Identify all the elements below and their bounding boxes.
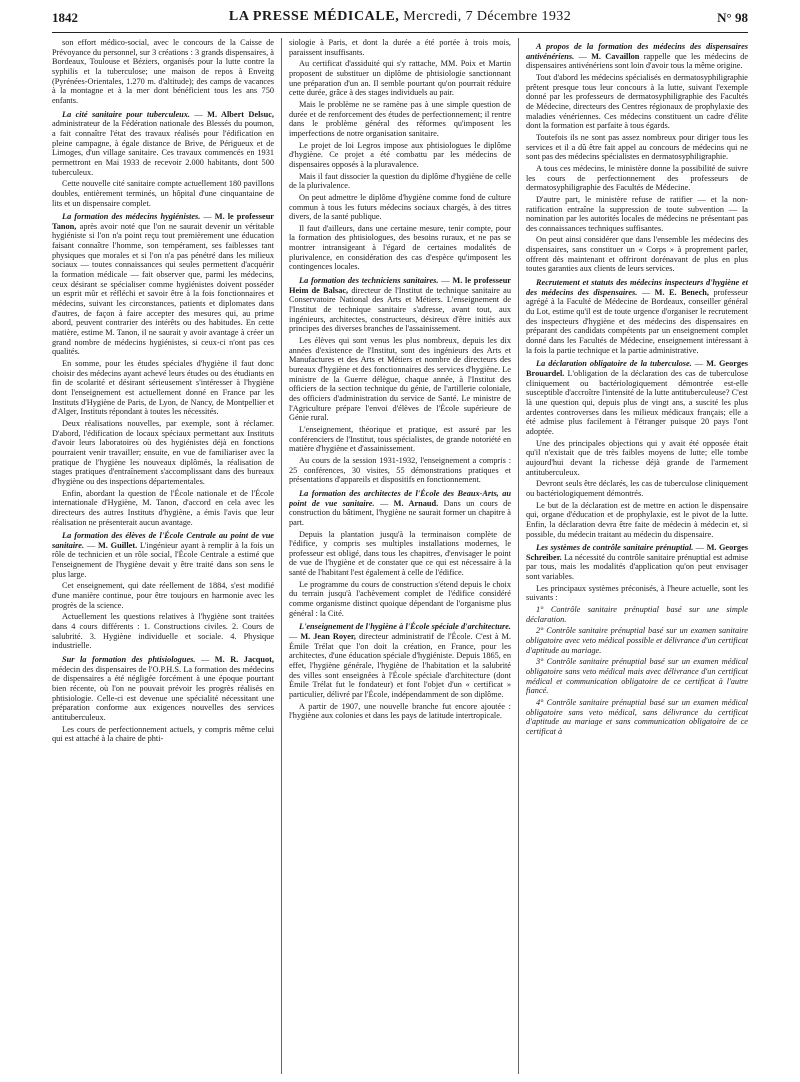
- body-paragraph: Au cours de la session 1931-1932, l'enseignement a compris : 25 conférences, 30 visites, 55 démonstrations pratiques et présentations d'appareils et dispositifs en fonctionnement.: [289, 455, 511, 485]
- section-paragraph: La cité sanitaire pour tuberculeux. — M. Albert Delsuc, administrateur de la Fédération nationale des Blessés du poumon, a fait connaître l'état des travaux réalisés pour l'édification en pleine campagne, à égale distance de Brive, de Périgueux et de Limoges, d'un village sanitaire. Ces travaux commencés en 1931 permettront en Mai 1933 de recevoir 2.000 habitants, dont 500 tuberculeux.: [52, 109, 274, 177]
- body-paragraph: En somme, pour les études spéciales d'hygiène il faut donc choisir des médecins ayant achevé leurs études ou des étudiants en fin de scolarité et désirant sérieusement s'intéresser à l'hygiène dont l'enseignement est actuellement donné en France par les Instituts d'Hygiène de Paris, de Lyon, de Nancy, de Montpellier et d'Alger, Instituts répondant à toutes les nécessités.: [52, 359, 274, 417]
- section-author: M. Arnaud.: [393, 498, 439, 508]
- section-author: M. Cavaillon: [591, 51, 640, 61]
- body-paragraph: Cette nouvelle cité sanitaire compte actuellement 180 pavillons doubles, entièrement terminés, un hôpital d'une cinquantaine de lits et un dispensaire complet.: [52, 179, 274, 208]
- section-body: L'ingénieur ayant à remplir à la fois un rôle de technicien et un rôle social, l'École Centrale a estimé que l'enseignement de l'hygiène devait y être traité dans son sens le plus large.: [52, 540, 274, 579]
- body-paragraph: Enfin, abordant la question de l'École nationale et de l'École internationale d'Hygiène, M. Tanon, d'accord en cela avec les directeurs des autres Instituts d'hygiène, a émis l'avis que leur réalisation ne présenterait aucun avantage.: [52, 488, 274, 527]
- body-paragraph: Le projet de loi Legros impose aux phtisiologues le diplôme d'hygiène. Ce projet a été combattu par les médecins de dispensaires opposés à la pluravalence.: [289, 140, 511, 169]
- section-author: M. Albert Delsuc,: [207, 109, 274, 119]
- body-paragraph: A partir de 1907, une nouvelle branche fut encore ajoutée : l'hygiène aux colonies et dans les pays de latitude intertropicale.: [289, 701, 511, 721]
- section-body: L'obligation de la déclaration des cas de tuberculose cliniquement ou bactériologiquement démontrée est-elle susceptible d'accroître l'intensité de la lutte antituberculeuse? C'est là une question qui, depuis plus de vingt ans, a suscité les plus ardentes controverses dans les milieux médicaux français; elle a été admise plus facilement à l'étranger puisque 20 pays l'ont adoptée.: [526, 369, 748, 436]
- column-divider: [518, 38, 519, 1074]
- issue-number: N° 98: [717, 10, 748, 25]
- section-body: La nécessité du contrôle sanitaire prénuptial est admise par tous, mais les modalités d'application qu'on peut envisager sont variables.: [526, 552, 748, 582]
- section-paragraph: Les systèmes de contrôle sanitaire prénuptial. — M. Georges Schreiber. La nécessité du contrôle sanitaire prénuptial est admise par tous, mais les modalités d'application qu'on peut envisager sont variables.: [526, 543, 748, 582]
- body-paragraph: A tous ces médecins, le ministère donne la possibilité de suivre les cours de perfectionnement des professeurs de dermatosyphiligraphie des Facultés de Médecine.: [526, 163, 748, 193]
- body-paragraph: Deux réalisations nouvelles, par exemple, sont à réclamer. D'abord, l'édification de locaux spéciaux permettant aux Instituts d'avoir leurs laboratoires où des hygiénistes déjà en fonctions pourraient venir travailler; ensuite, en vue de familiariser avec la pratique de l'hygiène les nouveaux diplômés, la réalisation de stages pratiques d'entraînement s'accomplissant dans des bureaux d'hygiène ou des inspections départementales.: [52, 418, 274, 486]
- body-paragraph: Les cours de perfectionnement actuels, y compris même celui qui est attaché à la chaire de phti-: [52, 724, 274, 744]
- page-number: 1842: [52, 10, 78, 25]
- body-paragraph: L'enseignement, théorique et pratique, est assuré par les conférenciers de l'Institut, tous spécialistes, de grande notoriété en matière d'hygiène et d'assainissement.: [289, 424, 511, 454]
- section-body: médecin des dispensaires de l'O.P.H.S. La formation des médecins de dispensaires a été négligée forcément à une époque pourtant bien récente, où l'on ne pouvait prévoir les progrès réalisés en phtisiologie. Celle-ci est devenue une spécialité nécessitant une préparation conforme aux exigences nouvelles des services antituberculeux.: [52, 664, 274, 722]
- section-title: Sur la formation des phtisiologues.: [62, 655, 196, 665]
- body-paragraph: D'autre part, le ministère refuse de ratifier — et la non-ratification entraîne la suppression de toute subvention — la nomination par les autorités locales de médecins ne présentant pas des connaissances techniques suffisantes.: [526, 194, 748, 233]
- body-paragraph: Une des principales objections qui y avait été opposée était qu'il n'existait que de très faibles moyens de lutte; elle tombe aujourd'hui devant la richesse déjà grande de l'armement antituberculeux.: [526, 438, 748, 477]
- column-1: [52, 38, 274, 1074]
- section-body: rappelle que les médecins de dispensaires antivénériens sont loin d'avoir tous la même origine.: [526, 51, 748, 71]
- section-title: La déclaration obligatoire de la tuberculose.: [536, 359, 692, 369]
- section-title: Les systèmes de contrôle sanitaire prénuptial.: [536, 543, 694, 553]
- body-paragraph: son effort médico-social, avec le concours de la Caisse de Prévoyance du personnel, sur 3 créations : 3 grands dispensaires, à Bordeaux, Toulouse et Béziers, organisés pour la lutte contre la syphilis et la tuberculose; une maison de repos à Enveitg (Pyrénées-Orientales, 1.270 m. d'altitude); des camps de vacances à la montagne et à la mer dont bénéficient tous les ans 750 enfants.: [52, 38, 274, 105]
- section-author: M. Georges Schreiber.: [526, 543, 748, 562]
- body-paragraph: Le but de la déclaration est de mettre en action le dispensaire qui, organe d'éducation et de prophylaxie, est le pivot de la lutte. Enfin, la déclaration devra être faite de médecin à médecin et, si possible, du médecin traitant au médecin du dispensaire.: [526, 500, 748, 539]
- body-paragraph: Le programme du cours de construction s'étend depuis le choix du terrain jusqu'à l'achèvement complet de l'édifice considéré comme organisme distinct quoique dépendant de l'organisme plus général : la Cité.: [289, 579, 511, 618]
- section-author: M. Jean Royer,: [300, 632, 356, 642]
- section-paragraph: Sur la formation des phtisiologues. — M. R. Jacquot, médecin des dispensaires de l'O.P.H.S. La formation des médecins de dispensaires a été négligée forcément à une époque pourtant bien récente, où l'on ne pouvait prévoir les progrès réalisés en phtisiologie. Celle-ci est devenue une spécialité nécessitant une préparation conforme aux exigences nouvelles des services antituberculeux.: [52, 655, 274, 722]
- body-paragraph: On peut ainsi considérer que dans l'ensemble les médecins des dispensaires, sans constituer un « Corps » à proprement parler, offrent dès maintenant et offriront dorénavant de plus en plus toutes garanties aux clients de leurs services.: [526, 235, 748, 274]
- section-paragraph: A propos de la formation des médecins des dispensaires antivénériens. — M. Cavaillon rappelle que les médecins de dispensaires antivénériens sont loin d'avoir tous la même origine.: [526, 42, 748, 71]
- column-divider: [281, 38, 282, 1074]
- section-paragraph: La déclaration obligatoire de la tuberculose. — M. Georges Brouardel. L'obligation de la déclaration des cas de tuberculose cliniquement ou bactériologiquement démontrée est-elle susceptible d'accroître l'intensité de la lutte antituberculeuse? C'est là une question qui, depuis plus de vingt ans, a suscité les plus ardentes controverses dans les milieux médicaux français; elle a été admise plus facilement à l'étranger puisque 20 pays l'ont adoptée.: [526, 359, 748, 436]
- body-paragraph: Mais il faut dissocier la question du diplôme d'hygiène de celle de la plurivalence.: [289, 171, 511, 191]
- section-author: M. le professeur Tanon,: [52, 212, 274, 231]
- section-title: La cité sanitaire pour tuberculeux.: [62, 109, 191, 119]
- section-author: M. E. Benech,: [654, 287, 709, 297]
- section-title: La formation des élèves de l'École Centrale au point de vue sanitaire.: [52, 531, 274, 550]
- section-paragraph: La formation des médecins hygiénistes. — M. le professeur Tanon, après avoir noté que l'on ne saurait devenir un véritable hygiéniste si l'on n'a point reçu tout premièrement une éducation faisant connaître l'homme, son tempérament, ses faiblesses tant physiques que morales et si l'on n'a pas pénétré dans les milieux sociaux — toutes connaissances qui seules permettent d'acquérir la formation médicale — fait observer que, parmi les médecins, ceux désirant se spécialiser comme hygiénistes doivent posséder un esprit mûr et réfléchi et savoir être à la fois fonctionnaires et médecins, suivant les circonstances, patients et diplomates dans d'autres, de façon à faire accepter des mesures qui, au prime abord, peuvent contrarier des intérêts ou des habitudes. En cette matière, estime M. Tanon, il ne saurait y avoir avantage à créer un grand nombre de médecins hygiénistes, si ceux-ci n'ont pas ces qualités.: [52, 212, 274, 357]
- body-paragraph: Toutefois ils ne sont pas assez nombreux pour diriger tous les services et il a dû être fait appel au concours de médecins qui ne sont pas des médecins spécialistes en dermatosyphiligraphie.: [526, 132, 748, 162]
- section-paragraph: La formation des architectes de l'École des Beaux-Arts, au point de vue sanitaire. — M. Arnaud. Dans un cours de construction du bâtiment, l'hygiène ne saurait former un chapitre à part.: [289, 488, 511, 527]
- column-2: [289, 38, 511, 1074]
- body-paragraph: Au certificat d'assiduité qui s'y rattache, MM. Poix et Martin proposent de substituer un diplôme de phtisiologie sanctionnant une préparation d'un an. Il semble pourtant qu'on pourrait réduire cette durée, grâce à des stages individuels au pair.: [289, 59, 511, 98]
- section-author: M. le professeur Heim de Balsac,: [289, 276, 511, 295]
- column-3: [526, 38, 748, 1074]
- section-paragraph: L'enseignement de l'hygiène à l'École spéciale d'architecture. — M. Jean Royer, directeur administratif de l'École. C'est à M. Émile Trélat que l'on doit la création, en France, pour les architectes, d'une éducation spéciale d'hygiéniste. Depuis 1865, en effet, l'hygiène générale, l'hygiène de l'habitation et la salubrité des villes sont enseignées à l'École spéciale d'architecture (dont Émile Trélat fut le fondateur) et font l'objet d'un « certificat » particulier, délivré par l'École, indépendamment de son diplôme.: [289, 622, 511, 699]
- list-item: 2° Contrôle sanitaire prénuptial basé sur un examen sanitaire obligatoire avec veto médical possible et délivrance d'un certificat d'aptitude au mariage.: [526, 626, 748, 655]
- body-paragraph: Les élèves qui sont venus les plus nombreux, depuis les dix années d'existence de l'Institut, sont des ingénieurs des Arts et Manufactures et des Arts et Métiers et nombre de directeurs des bureaux d'hygiène et des fonctionnaires des services d'hygiène. Le ministre de la Guerre délègue, chaque année, à l'Institut des officiers de la section technique du génie, de l'artillerie coloniale, des officiers d'administration du service de Santé. Le ministre de l'Agriculture prépare l'envoi d'élèves de l'École supérieure de Génie rural.: [289, 336, 511, 423]
- masthead: [52, 9, 748, 25]
- body-paragraph: Les principaux systèmes préconisés, à l'heure actuelle, sont les suivants :: [526, 583, 748, 603]
- body-paragraph: Devront seuls être déclarés, les cas de tuberculose cliniquement ou bactériologiquement démontrés.: [526, 479, 748, 498]
- section-body: directeur administratif de l'École. C'est à M. Émile Trélat que l'on doit la création, en France, pour les architectes, d'une éducation spéciale d'hygiéniste. Depuis 1865, en effet, l'hygiène générale, l'hygiène de l'habitation et la salubrité des villes sont enseignées à l'École spéciale d'architecture (dont Émile Trélat fut le fondateur) et font l'objet d'un « certificat » particulier, délivré par l'École, indépendamment de son diplôme.: [289, 632, 511, 699]
- section-paragraph: La formation des élèves de l'École Centrale au point de vue sanitaire. — M. Guillet. L'ingénieur ayant à remplir à la fois un rôle de technicien et un rôle social, l'École Centrale a estimé que l'enseignement de l'hygiène devait y être traité dans son sens le plus large.: [52, 531, 274, 579]
- section-author: M. Guillet.: [97, 540, 138, 550]
- section-author: M. R. Jacquot,: [214, 655, 274, 665]
- section-body: directeur de l'Institut de technique sanitaire au Conservatoire National des Arts et Métiers. L'enseignement de l'Institut de technique sanitaire s'adresse, avant tout, aux ingénieurs, architectes, constructeurs, désireux d'être initiés aux principes des diverses branches de l'assainissement.: [289, 285, 511, 334]
- section-title: L'enseignement de l'hygiène à l'École spéciale d'architecture.: [299, 622, 511, 632]
- page-header: [52, 8, 748, 33]
- section-title: La formation des techniciens sanitaires.: [299, 276, 439, 286]
- section-title: A propos de la formation des médecins des dispensaires antivénériens.: [526, 42, 748, 61]
- body-paragraph: Cet enseignement, qui date réellement de 1884, s'est modifié d'une manière continue, pour être toujours en harmonie avec les progrès de la science.: [52, 581, 274, 610]
- section-body: administrateur de la Fédération nationale des Blessés du poumon, a fait connaître l'état des travaux réalisés pour l'édification en pleine campagne, à égale distance de Brive, de Périgueux et de Limoges, d'un village sanitaire. Ces travaux commencés en 1931 permettront en Mai 1933 de recevoir 2.000 habitants, dont 500 tuberculeux.: [52, 119, 274, 177]
- body-paragraph: Tout d'abord les médecins spécialisés en dermatosyphiligraphie prêtent presque tous leur concours à la lutte, suivant l'exemple donné par les professeurs de dermatosyphiligraphie des Facultés de Médecine, directeurs des Centres régionaux de prophylaxie des maladies vénériennes. Ces médecins constituent un cadre d'élite dont la formation est parfaite à tous égards.: [526, 72, 748, 131]
- section-title: La formation des architectes de l'École des Beaux-Arts, au point de vue sanitaire.: [289, 488, 511, 508]
- section-author: M. Georges Brouardel.: [526, 359, 748, 378]
- body-paragraph: Actuellement les questions relatives à l'hygiène sont traitées dans 4 cours différents : 1. Constructions civiles. 2. Cours de salubrité. 3. Hygiène individuelle et sociale. 4. Physique industrielle.: [52, 612, 274, 651]
- section-body: après avoir noté que l'on ne saurait devenir un véritable hygiéniste si l'on n'a point reçu tout premièrement une éducation faisant connaître l'homme, son tempérament, ses faiblesses tant physiques que morales et si l'on n'a pas pénétré dans les milieux sociaux — toutes connaissances qui seules permettent d'acquérir la formation médicale — fait observer que, parmi les médecins, ceux désirant se spécialiser comme hygiénistes doivent posséder un esprit mûr et réfléchi et savoir être à la fois fonctionnaires et médecins, suivant les circonstances, patients et diplomates dans d'autres, de façon à faire accepter des mesures qui, au prime abord, peuvent contrarier des intérêts ou des habitudes. En cette matière, estime M. Tanon, il ne saurait y avoir avantage à créer un grand nombre de médecins hygiénistes, si ceux-ci n'ont pas ces qualités.: [52, 221, 274, 357]
- section-title: Recrutement et statuts des médecins inspecteurs d'hygiène et des médecins des dispensaires.: [526, 278, 748, 297]
- section-title: La formation des médecins hygiénistes.: [62, 212, 201, 222]
- list-item: 1° Contrôle sanitaire prénuptial basé sur une simple déclaration.: [526, 605, 748, 624]
- body-paragraph: Il faut d'ailleurs, dans une certaine mesure, tenir compte, pour la formation des phtisiologues, des besoins ruraux, et ne pas se montrer intransigeant à l'égard de certaines modalités de plurivalence, en considération des cas d'espèce qu'imposent les contingences locales.: [289, 223, 511, 272]
- list-item: 4° Contrôle sanitaire prénuptial basé sur un examen médical obligatoire sans veto médical, sans délivrance du certificat d'aptitude au mariage et sans communication obligatoire de ce certificat à: [526, 698, 748, 736]
- section-body: Dans un cours de construction du bâtiment, l'hygiène ne saurait former un chapitre à part.: [289, 498, 511, 527]
- article-columns: [52, 38, 748, 1074]
- body-paragraph: On peut admettre le diplôme d'hygiène comme fond de culture commun à tous les futurs médecins sociaux chargés, à des titres divers, de la santé publique.: [289, 192, 511, 222]
- issue-date: Mercredi, 7 Décembre 1932: [403, 9, 572, 24]
- body-paragraph: Mais le problème ne se ramène pas à une simple question de durée et de renforcement des études de perfectionnement; il rentre dans le problème général des réformes qu'imposent les imperfections de notre organisation sanitaire.: [289, 99, 511, 138]
- section-paragraph: La formation des techniciens sanitaires. — M. le professeur Heim de Balsac, directeur de l'Institut de technique sanitaire au Conservatoire National des Arts et Métiers. L'enseignement de l'Institut de technique sanitaire s'adresse, avant tout, aux ingénieurs, architectes, constructeurs, désireux d'être initiés aux principes des diverses branches de l'assainissement.: [289, 276, 511, 334]
- body-paragraph: siologie à Paris, et dont la durée a été portée à trois mois, paraissent insuffisants.: [289, 38, 511, 57]
- section-paragraph: Recrutement et statuts des médecins inspecteurs d'hygiène et des médecins des dispensaires. — M. E. Benech, professeur agrégé à la Faculté de Médecine de Bordeaux, conseiller général du Lot, estime qu'il est de toute urgence d'organiser le recrutement des inspecteurs d'hygiène et des médecins des dispensaires en préparant des candidats compétents par un enseignement complet donné dans les Facultés de Médecine, enseignement intéressant à la fois la partie technique et la partie administrative.: [526, 278, 748, 355]
- list-item: 3° Contrôle sanitaire prénuptial basé sur un examen médical obligatoire sans veto médical mais avec délivrance d'un certificat médical et communication obligatoire de ce certificat à l'autre fiancé.: [526, 657, 748, 696]
- section-body: professeur agrégé à la Faculté de Médecine de Bordeaux, conseiller général du Lot, estime qu'il est de toute urgence d'organiser le recrutement des inspecteurs d'hygiène et des médecins des dispensaires en préparant des candidats compétents par un enseignement complet donné dans les Facultés de Médecine, enseignement intéressant à la fois la partie technique et la partie administrative.: [526, 287, 748, 355]
- journal-name: LA PRESSE MÉDICALE,: [228, 9, 400, 24]
- body-paragraph: Depuis la plantation jusqu'à la terminaison complète de l'édifice, y compris ses multiples installations modernes, le professeur est obligé, dans tous les chapitres, d'envisager le point de vue de l'hygiène et de constater que ce qui est nécessaire à la santé de l'habitant l'est également à celle de l'édifice.: [289, 529, 511, 578]
